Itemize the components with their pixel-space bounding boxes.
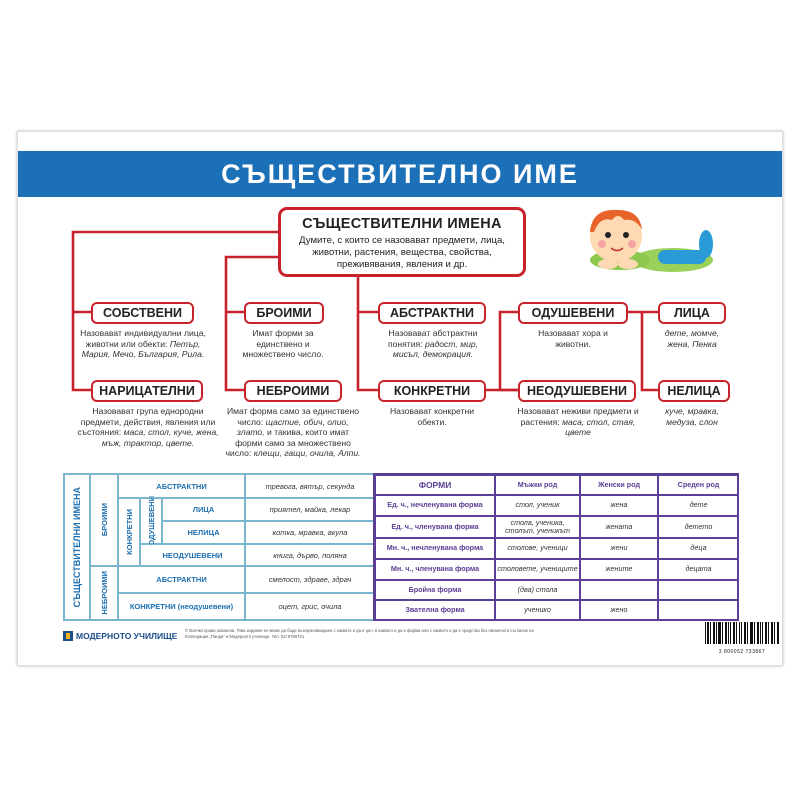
forms-table	[373, 473, 739, 621]
form-row-label: Мн. ч., нечленувана форма	[375, 538, 495, 559]
barcode	[704, 622, 780, 655]
table-cell: стол, ученик	[495, 495, 580, 516]
neodusheveni-description: Назовават неживи предмети и растения: маса, стол, стая, цвете	[517, 406, 639, 438]
category-naricatelni: НАРИЦАТЕЛНИ	[91, 380, 203, 402]
table-cell: жените	[580, 559, 658, 580]
classification-table	[63, 473, 376, 621]
publisher-logo	[63, 630, 177, 642]
table-cell: децата	[658, 559, 739, 580]
table-cell: стола, ученика, столът, ученикът	[495, 516, 580, 538]
form-row-label: Звателна форма	[375, 600, 495, 621]
table-cell	[658, 600, 739, 621]
boy-illustration-icon	[578, 202, 718, 284]
barcode-icon	[704, 622, 780, 644]
form-row-label: Ед. ч., нечленувана форма	[375, 495, 495, 516]
table-cell: столовете, учениците	[495, 559, 580, 580]
table-cell: жени	[580, 538, 658, 559]
category-abstraktni: АБСТРАКТНИ	[378, 302, 486, 324]
main-heading: СЪЩЕСТВИТЕЛНИ ИМЕНА	[302, 216, 502, 232]
abstraktni-description: Назовават абстрактни понятия: радост, мир, мисъл, демокрация.	[387, 328, 479, 360]
table-nebroimi-label: НЕБРОИМИ	[90, 566, 118, 620]
table-cell: столове, ученици	[495, 538, 580, 559]
table-row-value: книга, дърво, поляна	[245, 544, 375, 566]
main-definition-box	[278, 207, 526, 277]
table-cell: ученико	[495, 600, 580, 621]
category-odusheveni: ОДУШЕВЕНИ	[518, 302, 628, 324]
category-neodusheveni: НЕОДУШЕВЕНИ	[518, 380, 636, 402]
main-description: Думите, с които се назовават предмети, лица, животни, растения, вещества, свойства, преживявания, явления и др.	[299, 235, 505, 270]
category-konkretni: КОНКРЕТНИ	[378, 380, 486, 402]
form-row-label: Мн. ч., членувана форма	[375, 559, 495, 580]
broimi-description: Имат форми за единствено и множествено число.	[242, 328, 324, 360]
category-nebroimi: НЕБРОИМИ	[244, 380, 342, 402]
table-row-value: тревога, вятър, секунда	[245, 474, 375, 498]
table-row-label: КОНКРЕТНИ (неодушевени)	[118, 593, 245, 620]
form-row-label: Ед. ч., членувана форма	[375, 516, 495, 538]
table-cell	[658, 580, 739, 600]
lica-examples: дете, момче, жена, Пенка	[664, 328, 720, 349]
table-row-value: смелост, здраве, здрач	[245, 566, 375, 593]
barcode-number: 3 800052 733867	[718, 649, 766, 655]
table-cell: (два) стола	[495, 580, 580, 600]
copyright-note: © Всички права запазени. Това издание не може да бъде възпроизвеждано с каквато и да е цел, в каквато и да е форма или с каквито и да е средства без писменото съгласие на Кооперация „Панда“ и Модерното училище. Тел. 02/ 9766721	[185, 628, 534, 639]
table-cell: деца	[658, 538, 739, 559]
poster	[17, 131, 783, 666]
column-header: Женски род	[580, 475, 658, 495]
publisher-name: МОДЕРНОТО УЧИЛИЩЕ	[76, 631, 178, 641]
table-row-label: ЛИЦА	[162, 498, 245, 521]
table-broimi-label: БРОИМИ	[90, 474, 118, 566]
naricatelni-description: Назовават група еднородни предмети, действия, явления или състояния: маса, стол, куче, жена, мъж, трактор, цвете.	[77, 406, 219, 448]
nelica-examples: куче, мравка, медуза, слон	[665, 406, 719, 427]
table-row-label: АБСТРАКТНИ	[118, 566, 245, 593]
forms-header: ФОРМИ	[375, 475, 495, 495]
table-cell: жена	[580, 495, 658, 516]
table-konkretni-label: КОНКРЕТНИ	[118, 498, 140, 566]
form-row-label: Бройна форма	[375, 580, 495, 600]
table-side-label: СЪЩЕСТВИТЕЛНИ ИМЕНА	[64, 474, 90, 620]
table-row-label: АБСТРАКТНИ	[118, 474, 245, 498]
table-row-value: оцет, грис, очила	[245, 593, 375, 620]
table-cell: детето	[658, 516, 739, 538]
category-nelica: НЕЛИЦА	[658, 380, 730, 402]
odusheveni-description: Назовават хора и животни.	[538, 328, 608, 349]
category-lica: ЛИЦА	[658, 302, 726, 324]
table-row-value: приятел, майка, лекар	[245, 498, 375, 521]
category-broimi: БРОИМИ	[244, 302, 324, 324]
table-cell: жено	[580, 600, 658, 621]
table-odusheveni-label: ОДУШЕВЕНИ	[140, 498, 162, 544]
table-row-label: НЕЛИЦА	[162, 521, 245, 544]
logo-mark-icon	[63, 631, 73, 641]
sobstveni-description: Назовават индивидуални лица, животни или обекти: Петър, Мария, Мечо, България, Рила.	[80, 328, 206, 360]
column-header: Мъжки род	[495, 475, 580, 495]
nebroimi-description: Имат форма само за единствено число: щастие, обич, олио, злато, и такива, които имат форми само за множествено число: клещи, гащи, очила, Алпи.	[225, 406, 361, 459]
column-header: Среден род	[658, 475, 739, 495]
table-cell	[580, 580, 658, 600]
category-sobstveni: СОБСТВЕНИ	[91, 302, 194, 324]
table-row-label: НЕОДУШЕВЕНИ	[140, 544, 245, 566]
table-cell: дете	[658, 495, 739, 516]
page-title: СЪЩЕСТВИТЕЛНО ИМЕ	[18, 151, 782, 197]
konkretni-description: Назовават конкретни обекти.	[389, 406, 475, 427]
table-row-value: котка, мравка, акула	[245, 521, 375, 544]
table-cell: жената	[580, 516, 658, 538]
